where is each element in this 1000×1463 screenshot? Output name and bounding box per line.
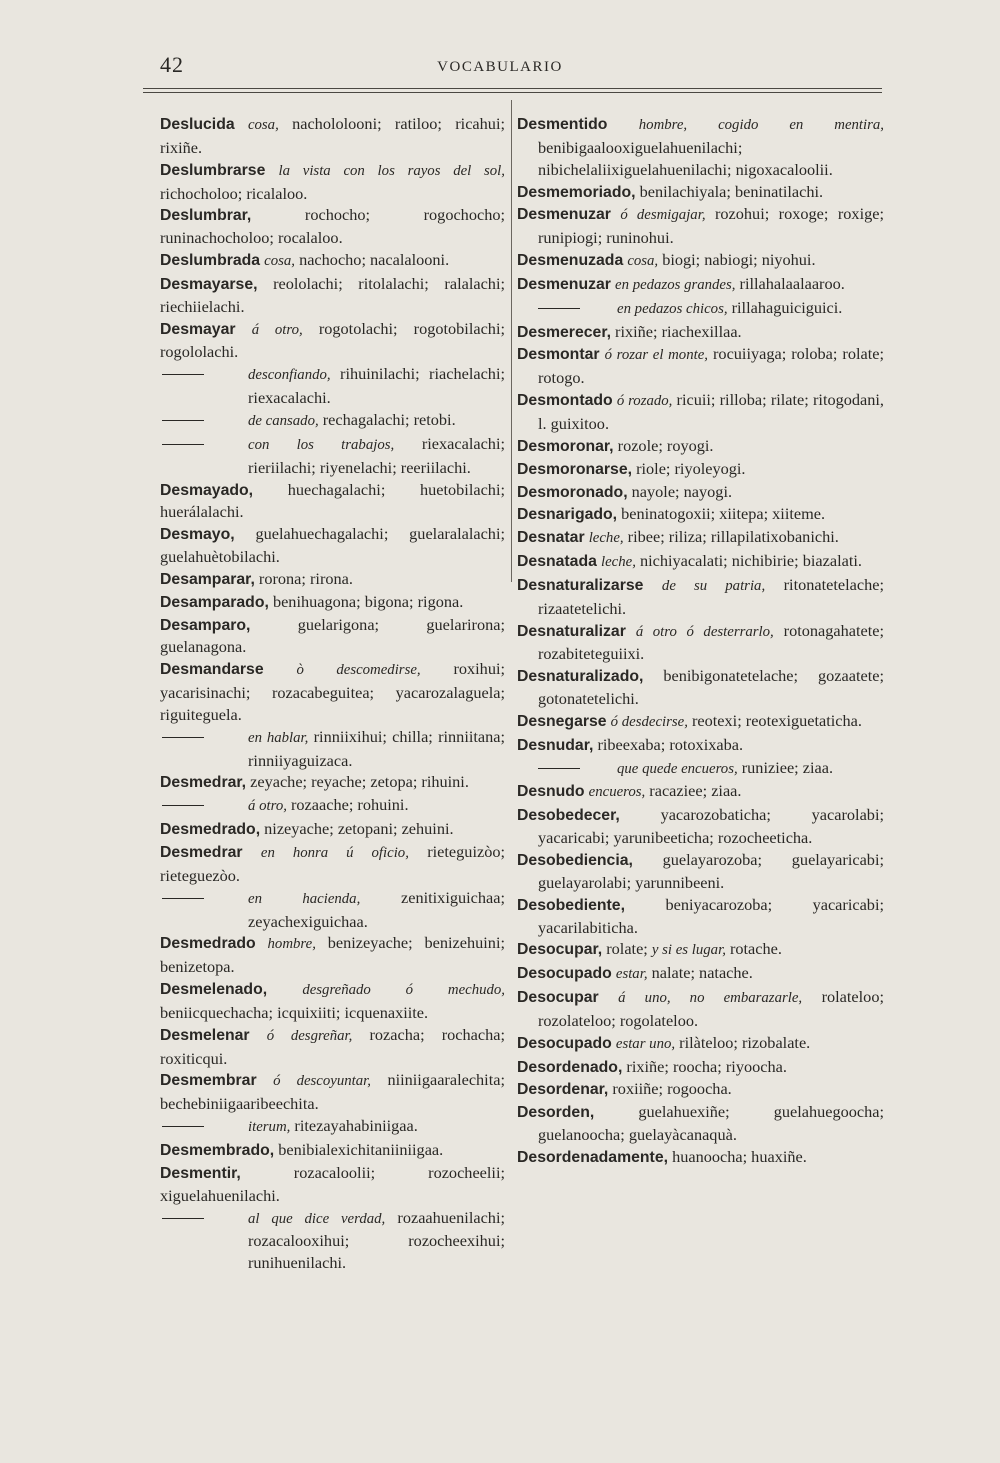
- headword: Desnaturalizado,: [517, 668, 644, 686]
- definition: runiziee; ziaa.: [737, 757, 834, 777]
- headword: Desmoronar,: [517, 437, 614, 455]
- definition: rolateloo; rozolateloo; rogolateloo.: [538, 987, 884, 1030]
- dictionary-entry: [517, 938, 884, 962]
- dictionary-entry: [517, 894, 884, 939]
- usage-note: hombre, cogido en mentira,: [638, 117, 884, 133]
- sub-entry-text: [248, 794, 505, 818]
- headword: Desordenadamente,: [517, 1148, 668, 1166]
- ditto-dash: [160, 1115, 248, 1139]
- headword: Desorden,: [517, 1104, 595, 1122]
- usage-note: en pedazos chicos,: [617, 300, 728, 317]
- headword: Desmembrar: [160, 1072, 257, 1090]
- headword: Desobedecer,: [517, 807, 620, 825]
- headword: Desnaturalizar: [517, 622, 626, 640]
- dictionary-entry: [517, 181, 884, 204]
- headword: Desocupado: [517, 1034, 612, 1052]
- headword: Desnudar,: [517, 736, 594, 754]
- dictionary-entry: [517, 389, 884, 435]
- usage-note: de su patria,: [661, 577, 766, 594]
- dictionary-entry: [517, 249, 884, 273]
- dictionary-entry: [517, 620, 884, 666]
- dictionary-entry: [517, 1056, 884, 1079]
- headword: Desocupar: [517, 989, 599, 1007]
- definition: rixiñe; riachexillaa.: [610, 321, 742, 341]
- sub-entry: [160, 433, 505, 479]
- usage-note: estar,: [615, 966, 648, 983]
- definition: racaziee; ziaa.: [645, 781, 742, 801]
- headword: Desamparado,: [160, 593, 269, 611]
- headword: Deslucida: [160, 116, 235, 133]
- dictionary-entry: [517, 550, 884, 574]
- usage-note: ó desdecirse,: [610, 713, 688, 730]
- definition: roxiiñe; rogoocha.: [608, 1079, 732, 1099]
- definition: roxihui; yacarisinachi; rozacabeguitea; yacarozalaguela; riguiteguela.: [160, 659, 506, 724]
- definition: huanoocha; huaxiñe.: [668, 1146, 807, 1166]
- usage-note: á otro,: [251, 321, 303, 338]
- definition: zeyache; reyache; zetopa; rihuini.: [246, 772, 469, 792]
- headword: Desobediencia,: [517, 852, 633, 869]
- definition: yacarozobaticha; yacarolabi; yacaricabi; yarunibeeticha; rozocheeticha.: [538, 805, 884, 848]
- dictionary-entry: [160, 523, 505, 568]
- page-number: 42: [160, 52, 184, 77]
- definition: rochocho; rogochocho; runinachocholoo; rocalaloo.: [160, 205, 505, 248]
- usage-note: en pedazos grandes,: [615, 276, 736, 293]
- definition: huechagalachi; huetobilachi; huerálalachi.: [160, 479, 505, 522]
- sub-entry-text: [248, 887, 505, 933]
- definition: ritonatetelache; rizaatetelichi.: [538, 574, 884, 618]
- definition: rolate;: [602, 939, 652, 959]
- headword: Desocupado: [517, 965, 612, 983]
- usage-note: cosa,: [264, 253, 295, 270]
- definition: niiniigaaralechita; bechebiniigaaribeechita.: [160, 1070, 505, 1114]
- header-rule: [143, 88, 882, 89]
- dictionary-entry: [517, 986, 884, 1032]
- ditto-dash: [517, 297, 617, 321]
- definition: beniyacarozoba; yacaricabi; yacarilabiticha.: [538, 894, 884, 937]
- headword: Desmedrar,: [160, 774, 247, 792]
- headword: Desmontado: [517, 392, 613, 410]
- dictionary-entry: [517, 113, 884, 181]
- headword: Deslumbrarse: [160, 161, 266, 179]
- definition: benibigaalooxiguelahuenilachi; nibichelaliixiguelahuenilachi; nigoxacaloolii.: [538, 137, 833, 179]
- ditto-dash: [160, 1207, 248, 1275]
- usage-note: estar uno,: [615, 1035, 676, 1052]
- usage-note: desconfiando,: [248, 367, 331, 384]
- usage-note: desgreñado ó mechudo,: [302, 982, 506, 999]
- sub-entry: [160, 1115, 505, 1139]
- usage-note: y si es lugar,: [651, 942, 726, 959]
- definition: ritezayahabiniigaa.: [290, 1116, 418, 1136]
- sub-entry: [517, 297, 884, 321]
- usage-note: leche,: [588, 530, 624, 547]
- ditto-dash: [160, 363, 248, 409]
- headword: Desmayarse,: [160, 275, 258, 293]
- definition: rixiñe; roocha; riyoocha.: [622, 1056, 787, 1076]
- dictionary-entry: [160, 591, 505, 614]
- sub-entry-text: [617, 297, 884, 321]
- sub-entry: [160, 794, 505, 818]
- definition: ribeexaba; rotoxixaba.: [593, 734, 744, 754]
- sub-entry: [160, 887, 505, 933]
- definition: rozohui; roxoge; roxige; runipiogi; runinohui.: [538, 204, 884, 248]
- sub-entry-text: [248, 726, 505, 772]
- dictionary-entry: [517, 804, 884, 849]
- usage-note: á otro,: [248, 798, 287, 815]
- headword: Desmembrado,: [160, 1141, 275, 1159]
- definition: zenitixiguichaa; zeyachexiguichaa.: [248, 887, 505, 931]
- definition: benilachiyala; beninatilachi.: [635, 181, 824, 201]
- usage-note: al que dice verdad,: [248, 1210, 386, 1227]
- running-head: VOCABULARIO: [437, 59, 563, 75]
- dictionary-entry: [160, 1024, 505, 1070]
- definition: rozaahuenilachi; rozacalooxihui; rozocheexihui; runihuenilachi.: [248, 1207, 505, 1273]
- ditto-dash: [517, 757, 617, 781]
- dictionary-entry: [517, 343, 884, 389]
- column-divider: [511, 100, 512, 582]
- sub-entry-text: [248, 409, 505, 433]
- dictionary-entry: [160, 1069, 505, 1115]
- headword: Desnatada: [517, 553, 597, 571]
- definition: reotexi; reotexiguetaticha.: [687, 710, 862, 730]
- definition: reololachi; ritolalachi; ralalachi; riechiielachi.: [160, 273, 505, 316]
- definition: riexacalachi; rieriilachi; riyenelachi; reeriilachi.: [248, 433, 505, 477]
- definition: ricuii; rilloba; rilate; ritogodani, l. guixitoo.: [538, 390, 884, 433]
- dictionary-entry: [517, 503, 884, 526]
- headword: Desmedrar: [160, 844, 243, 861]
- dictionary-entry: [160, 273, 505, 318]
- definition: nachololooni; ratiloo; ricahui; rixiñe.: [160, 114, 505, 157]
- definition: beniicquechacha; icquixiiti; icquenaxiite.: [160, 1002, 429, 1022]
- sub-entry: [160, 363, 505, 409]
- dictionary-entry: [517, 1146, 884, 1169]
- headword: Desmayo,: [160, 526, 235, 544]
- headword: Desnaturalizarse: [517, 576, 644, 594]
- headword: Desnudo: [517, 783, 585, 801]
- dictionary-entry: [517, 665, 884, 710]
- headword: Desmentir,: [160, 1164, 241, 1182]
- definition: rieteguizòo; rieteguezòo.: [160, 842, 505, 885]
- dictionary-entry: [517, 1032, 884, 1056]
- definition: rihuinilachi; riachelachi; riexacalachi.: [248, 364, 505, 408]
- definition: rillahalaalaaroo.: [735, 273, 845, 293]
- definition: riole; riyoleyogi.: [632, 458, 746, 478]
- sub-entry: [160, 409, 505, 433]
- headword: Desmedrado,: [160, 821, 261, 839]
- usage-note: á otro ó desterrarlo,: [635, 623, 774, 640]
- headword: Desnarigado,: [517, 506, 618, 524]
- usage-note: en hablar,: [248, 729, 309, 746]
- definition: rotache.: [725, 939, 782, 959]
- dictionary-entry: [517, 1101, 884, 1146]
- header-rule-thin: [143, 92, 882, 93]
- right-column: [517, 113, 884, 1169]
- headword: Desmemoriado,: [517, 183, 636, 201]
- ditto-dash: [160, 726, 248, 772]
- headword: Desmenuzar: [517, 206, 611, 224]
- usage-note: iterum,: [248, 1119, 291, 1136]
- definition: nalate; natache.: [647, 963, 753, 983]
- dictionary-entry: [160, 614, 505, 659]
- headword: Desamparo,: [160, 616, 251, 634]
- headword: Desordenar,: [517, 1081, 609, 1099]
- dictionary-entry: [517, 458, 884, 481]
- definition: rillahaguiciguici.: [727, 297, 843, 317]
- definition: guelahuexiñe; guelahuegoocha; guelanoocha; guelayàcanaquà.: [538, 1102, 884, 1145]
- usage-note: ò descomedirse,: [296, 662, 421, 679]
- dictionary-entry: [160, 818, 505, 841]
- dictionary-entry: [517, 710, 884, 734]
- definition: guelarigona; guelarirona; guelanagona.: [160, 614, 505, 657]
- definition: rechagalachi; retobi.: [318, 409, 456, 429]
- headword: Desnegarse: [517, 712, 607, 730]
- ditto-dash: [160, 887, 248, 933]
- definition: beninatogoxii; xiitepa; xiiteme.: [617, 504, 826, 524]
- dictionary-entry: [517, 273, 884, 297]
- dictionary-entry: [160, 479, 505, 524]
- definition: rinniixihui; chilla; rinniitana; rinniiyaguizaca.: [248, 726, 506, 770]
- dictionary-entry: [160, 204, 505, 249]
- dictionary-entry: [160, 318, 505, 364]
- usage-note: ó rozar el monte,: [604, 347, 708, 364]
- definition: benizeyache; benizehuini; benizetopa.: [160, 933, 505, 977]
- definition: benihuagona; bigona; rigona.: [268, 591, 464, 611]
- dictionary-entry: [517, 203, 884, 249]
- definition: rocuiiyaga; roloba; rolate; rotogo.: [538, 344, 884, 388]
- headword: Desmelenar: [160, 1026, 250, 1044]
- usage-note: á uno, no embarazarle,: [618, 990, 803, 1007]
- dictionary-entry: [517, 526, 884, 550]
- headword: Deslumbrar,: [160, 207, 252, 225]
- definition: guelayarozoba; guelayaricabi; guelayarolabi; yarunnibeeni.: [538, 850, 884, 892]
- usage-note: ó desmigajar,: [620, 207, 706, 224]
- dictionary-entry: [160, 658, 505, 726]
- definition: nayole; nayogi.: [627, 481, 733, 501]
- usage-note: cosa,: [247, 117, 279, 133]
- headword: Desmandarse: [160, 661, 264, 679]
- headword: Desmayado,: [160, 481, 254, 499]
- headword: Desmontar: [517, 346, 600, 364]
- sub-entry-text: [248, 1115, 505, 1139]
- dictionary-entry: [160, 249, 505, 273]
- sub-entry-text: [248, 363, 505, 409]
- usage-note: ó rozado,: [616, 393, 673, 410]
- usage-note: de cansado,: [248, 412, 319, 429]
- headword: Desmoronado,: [517, 483, 628, 501]
- dictionary-entry: [160, 568, 505, 591]
- usage-note: en hacienda,: [248, 890, 361, 907]
- sub-entry: [517, 757, 884, 781]
- dictionary-entry: [517, 849, 884, 894]
- sub-entry-text: [248, 1207, 505, 1275]
- headword: Desmerecer,: [517, 323, 611, 341]
- sub-entry: [160, 1207, 505, 1275]
- dictionary-entry: [517, 574, 884, 620]
- definition: rotonagahatete; rozabiteteguiixi.: [538, 620, 885, 664]
- usage-note: encueros,: [588, 784, 646, 801]
- headword: Desamparar,: [160, 570, 255, 588]
- definition: nachocho; nacalalooni.: [295, 250, 450, 270]
- dictionary-entry: [160, 159, 505, 205]
- headword: Deslumbrada: [160, 252, 261, 270]
- definition: richocholoo; ricalaloo.: [160, 183, 308, 203]
- sub-entry: [160, 726, 505, 772]
- usage-note: hombre,: [267, 936, 316, 953]
- definition: nizeyache; zetopani; zehuini.: [260, 819, 454, 839]
- usage-note: ó desgreñar,: [266, 1027, 353, 1044]
- headword: Desmelenado,: [160, 981, 268, 999]
- dictionary-entry: [160, 1139, 505, 1162]
- dictionary-entry: [160, 113, 505, 159]
- definition: rozole; royogi.: [613, 435, 714, 455]
- usage-note: ó descoyuntar,: [273, 1073, 371, 1090]
- dictionary-entry: [517, 1078, 884, 1101]
- definition: rozaache; rohuini.: [286, 795, 409, 815]
- dictionary-entry: [160, 1162, 505, 1207]
- headword: Desmenuzada: [517, 252, 624, 270]
- definition: rozacha; rochacha; roxiticqui.: [160, 1024, 505, 1068]
- ditto-dash: [160, 794, 248, 818]
- usage-note: en honra ú oficio,: [260, 845, 409, 861]
- usage-note: cosa,: [627, 253, 659, 270]
- definition: rozacaloolii; rozocheelii; xiguelahuenilachi.: [160, 1162, 505, 1205]
- usage-note: con los trabajos,: [248, 436, 395, 453]
- dictionary-entry: [160, 841, 505, 887]
- headword: Desmedrado: [160, 935, 256, 953]
- headword: Desocupar,: [517, 941, 603, 959]
- headword: Desmenuzar: [517, 275, 611, 293]
- dictionary-entry: [517, 962, 884, 986]
- left-column: [160, 113, 505, 1274]
- headword: Desmoronarse,: [517, 460, 633, 478]
- definition: biogi; nabiogi; niyohui.: [658, 250, 816, 270]
- definition: ribee; riliza; rillapilatixobanichi.: [623, 527, 839, 547]
- definition: rorona; rirona.: [254, 568, 353, 588]
- sub-entry-text: [248, 433, 505, 479]
- dictionary-entry: [517, 435, 884, 458]
- usage-note: que quede encueros,: [617, 760, 738, 777]
- definition: benibialexichitaniiniigaa.: [274, 1139, 444, 1159]
- dictionary-entry: [160, 771, 505, 794]
- dictionary-entry: [517, 734, 884, 757]
- definition: nichiyacalati; nichibirie; biazalati.: [635, 551, 862, 571]
- headword: Desmentido: [517, 116, 608, 133]
- usage-note: la vista con los rayos del sol,: [278, 162, 505, 179]
- definition: rilàteloo; rizobalate.: [675, 1032, 811, 1052]
- headword: Desobediente,: [517, 896, 625, 914]
- dictionary-entry: [160, 932, 505, 978]
- headword: Desnatar: [517, 529, 585, 547]
- definition: rogotolachi; rogotobilachi; rogololachi.: [160, 318, 505, 362]
- headword: Desordenado,: [517, 1058, 623, 1076]
- headword: Desmayar: [160, 320, 236, 338]
- usage-note: leche,: [600, 554, 636, 571]
- ditto-dash: [160, 409, 248, 433]
- definition: benibigonatetelache; gozaatete; gotonatetelichi.: [538, 666, 884, 709]
- definition: guelahuechagalachi; guelaralalachi; guelahuètobilachi.: [160, 524, 505, 567]
- dictionary-entry: [517, 321, 884, 344]
- ditto-dash: [160, 433, 248, 479]
- sub-entry-text: [617, 757, 884, 781]
- dictionary-entry: [160, 978, 505, 1024]
- dictionary-entry: [517, 481, 884, 504]
- dictionary-entry: [517, 780, 884, 804]
